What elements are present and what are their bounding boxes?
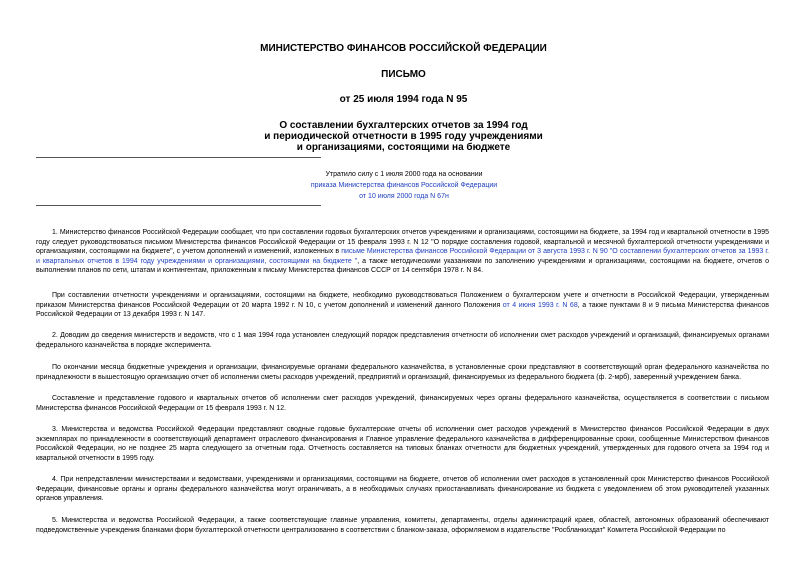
paragraph-1-text-b: , а также методическими указаниями по заполнению учреждениями и организациями, состоящими на бюджете, отчетов о выполнении планов по сети, штатам и контингентам, приложенным к письму Министерства финансов СССР от 14 сентября 1978 г. N 84. (36, 257, 769, 275)
order-68-link[interactable]: от 4 июня 1993 г. N 68 (502, 301, 578, 309)
ministry-name: МИНИСТЕРСТВО ФИНАНСОВ РОССИЙСКОЙ ФЕДЕРАЦИИ (260, 43, 547, 54)
paragraph-8: 5. Министерства и ведомства Российской Федерации, а также соответствующие главные управления, комитеты, департаменты, отделы администраций краев, областей, автономных образований обеспечивают подведомственные учреждения бланками форм бухгалтерской отчетности централизованно в соответствии с бланком-заказа, оформляемом в издательстве "Росбланкиздат" Комитета Российской Федерации по (36, 517, 769, 534)
paragraph-2-text-a: При составлении отчетности учреждениями и организациями, состоящими на бюджете, необходимо руководствоваться Положением о бухгалтерском учете и отчетности в Российской Федерации, утвержденным приказом Министерства финансов Российской Федерации от 20 марта 1992 г. N 10, с учетом дополнений и изменений данного Положения (36, 292, 769, 309)
letter-90-link[interactable]: письме Министерства финансов Российской Федерации от 3 августа 1993 г. N 90 "О составлении бухгалтерских отчетов за 1993 г. и квартальных отчетов в 1994 году учреждениями и организациями, состоящими на бюджете " (36, 248, 769, 265)
title-line-1: О составлении бухгалтерских отчетов за 1994 год (279, 120, 528, 131)
title-line-2: и периодической отчетности в 1995 году учреждениями (264, 131, 543, 142)
paragraph-5: Составление и представление годового и квартальных отчетов об исполнении смет расходов учреждений, финансируемых через органы федерального казначейства, осуществляется в соответствии с письмом Министерства финансов Российской Федерации от 15 февраля 1993 г. N 12. (36, 395, 769, 412)
divider-top (36, 157, 321, 158)
document-type: ПИСЬМО (381, 69, 426, 80)
paragraph-1 (36, 228, 769, 276)
paragraph-3: 2. Доводим до сведения министерств и ведомств, что с 1 мая 1994 года установлен следующий порядок представления отчетности об исполнении смет расходов учреждений и организаций, финансируемых органами федерального казначейства в порядке эксперимента. (36, 332, 769, 349)
document-title (0, 120, 807, 153)
repeal-order-date-link[interactable]: от 10 июля 2000 года N 67н (359, 193, 449, 200)
document-date: от 25 июля 1994 года N 95 (339, 94, 468, 105)
paragraph-2-text-b: , а также пунктами 8 и 9 письма Министерства финансов Российской Федерации от 13 декабря 1993 г. N 147. (36, 301, 769, 319)
paragraph-4: По окончании месяца бюджетные учреждения и организации, финансируемые органами федерального казначейства, в установленные сроки представляют в соответствующий орган федерального казначейства по принадлежности в вышестоящую организацию отчет об исполнении сметы расходов учреждений, предприятий и организаций, финансируемых из федерального бюджета (ф. 2-мрб), заверенный учреждением банка. (36, 364, 769, 381)
paragraph-1-text-a: 1. Министерство финансов Российской Федерации сообщает, что при составлении годовых бухгалтерских отчетов учреждениями и организациями, состоящими на бюджете, за 1994 год и квартальной отчетности в 1995 году следует руководствоваться письмом Министерства финансов Российской Федерации от 15 февраля 1993 г. N 12 "О порядке составления годовой, квартальной и месячной бухгалтерской отчетности учреждениями и организациями, состоящими на бюджете", с учетом дополнений и изменений, изложенных в (36, 229, 769, 256)
title-line-3: и организациями, состоящими на бюджете (296, 142, 511, 153)
paragraph-6: 3. Министерства и ведомства Российской Федерации представляют сводные годовые бухгалтерские отчеты об исполнении смет расходов учреждений в Министерство финансов Российской Федерации в двух экземплярах по принадлежности в соответствующий департамент отраслевого финансирования и Главное управление федерального казначейства в дифференцированные сроки, сообщенные Министерством финансов Российской Федерации, но не позднее 25 марта следующего за отчетным года. Отчетность составляется на типовых бланках отчетности для бюджетных учреждений, утвержденных для годового отчета за 1994 год и квартальной отчетности в 1995 году. (36, 426, 769, 462)
repeal-order-link[interactable]: приказа Министерства финансов Российской Федерации (310, 182, 498, 189)
paragraph-7: 4. При непредставлении министерствами и ведомствами, учреждениями и организациями, состоящими на бюджете, отчетов об исполнении смет расходов в установленный срок Министерство финансов Российской Федерации, финансовые органы и органы федерального казначейства могут ограничивать, а в необходимых случаях приостанавливать финансирование из бюджета с уведомлением об этом руководителей указанных органов управления. (36, 476, 769, 503)
paragraph-2 (36, 291, 769, 320)
status-note (200, 169, 608, 202)
status-line: Утратило силу с 1 июля 2000 года на основании (325, 171, 483, 178)
divider-bottom (36, 205, 321, 206)
